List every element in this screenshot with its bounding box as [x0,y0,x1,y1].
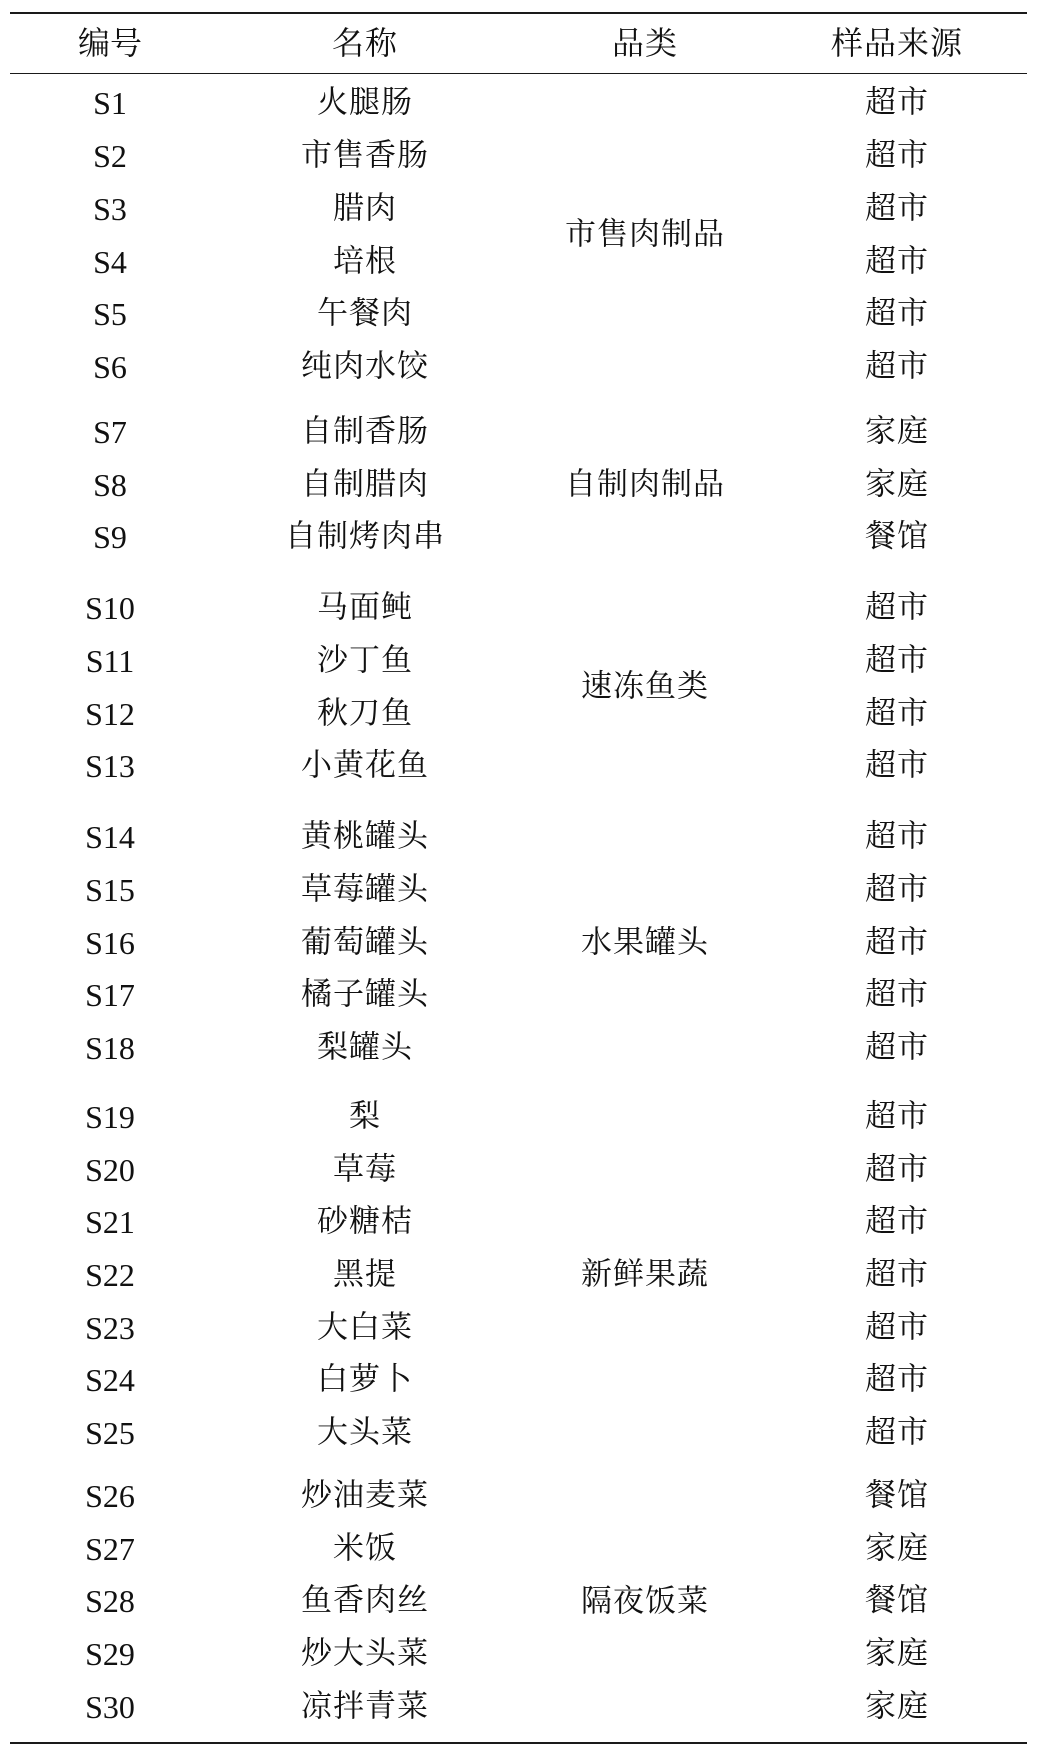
row-id: S8 [93,467,127,503]
row-id: S3 [93,191,127,227]
row-source: 家庭 [865,466,929,503]
row-name: 黑提 [333,1256,397,1293]
row-id: S18 [85,1030,135,1066]
row-name: 市售香肠 [301,137,429,174]
row-source: 餐馆 [865,518,929,555]
row-source: 超市 [865,871,929,908]
header-id: 编号 [77,25,143,61]
row-name: 自制腊肉 [301,466,429,503]
row-name: 炒油麦菜 [301,1477,429,1514]
row-id: S6 [93,349,127,385]
row-name: 梨罐头 [317,1029,413,1066]
header-source: 样品来源 [830,24,964,62]
row-source: 超市 [865,1256,929,1293]
row-source: 超市 [865,976,929,1013]
row-source: 超市 [865,84,929,121]
row-source: 超市 [865,1203,929,1240]
row-name: 凉拌青菜 [301,1688,429,1725]
row-source: 超市 [865,747,929,784]
row-id: S10 [85,590,135,626]
row-name: 梨 [349,1098,381,1135]
row-id: S21 [85,1204,135,1240]
row-name: 橘子罐头 [301,976,429,1013]
row-id: S1 [93,85,127,121]
row-name: 沙丁鱼 [317,642,413,679]
row-source: 超市 [865,348,929,385]
row-id: S26 [85,1478,135,1514]
row-name: 自制香肠 [301,413,429,450]
row-source: 家庭 [865,1635,929,1672]
row-id: S5 [93,296,127,332]
row-source: 超市 [865,1414,929,1451]
row-source: 超市 [865,190,929,227]
row-source: 超市 [865,1361,929,1398]
row-name: 火腿肠 [317,84,413,121]
row-id: S19 [85,1099,135,1135]
row-name: 砂糖桔 [317,1203,413,1240]
table-bottom-rule [10,1742,1027,1744]
category-cell: 隔夜饭菜 [581,1583,709,1619]
row-id: S17 [85,977,135,1013]
row-id: S27 [85,1531,135,1567]
row-name: 腊肉 [333,190,397,227]
row-source: 超市 [865,243,929,280]
row-name: 大白菜 [317,1309,413,1346]
row-id: S15 [85,872,135,908]
row-name: 大头菜 [317,1414,413,1451]
header-category: 品类 [611,24,679,62]
row-id: S2 [93,138,127,174]
table-header-rule [10,73,1027,74]
row-id: S12 [85,696,135,732]
row-id: S14 [85,819,135,855]
row-name: 米饭 [333,1530,397,1567]
row-name: 午餐肉 [317,295,413,332]
row-source: 超市 [865,924,929,961]
row-source: 超市 [865,642,929,679]
row-id: S4 [93,244,127,280]
row-source: 超市 [865,695,929,732]
row-id: S20 [85,1152,135,1188]
row-name: 鱼香肉丝 [301,1582,429,1619]
header-name: 名称 [331,24,399,62]
row-source: 家庭 [865,1530,929,1567]
row-name: 纯肉水饺 [301,348,429,385]
row-name: 马面鲀 [317,589,413,626]
row-id: S9 [93,519,127,555]
row-source: 超市 [865,295,929,332]
row-id: S28 [85,1583,135,1619]
row-name: 白萝卜 [317,1361,413,1398]
row-id: S24 [85,1362,135,1398]
category-cell: 水果罐头 [581,924,709,960]
row-source: 超市 [865,1151,929,1188]
category-cell: 速冻鱼类 [581,668,709,705]
row-name: 小黄花鱼 [301,747,429,784]
row-name: 炒大头菜 [301,1635,429,1672]
category-cell: 市售肉制品 [565,216,725,253]
row-source: 超市 [865,589,929,626]
row-id: S11 [85,643,135,679]
row-source: 超市 [865,818,929,855]
row-source: 家庭 [865,413,929,450]
row-name: 黄桃罐头 [301,818,429,855]
row-name: 自制烤肉串 [285,518,445,555]
row-id: S22 [85,1257,135,1293]
row-id: S7 [93,414,127,450]
category-cell: 新鲜果蔬 [581,1256,709,1293]
row-id: S13 [85,748,135,784]
row-source: 餐馆 [865,1477,929,1514]
row-id: S29 [85,1636,135,1672]
row-source: 超市 [865,1098,929,1135]
row-source: 超市 [865,1029,929,1066]
table-top-rule [10,12,1027,14]
row-name: 草莓罐头 [301,871,429,908]
row-source: 超市 [865,1309,929,1346]
row-id: S23 [85,1310,135,1346]
row-name: 培根 [333,243,397,280]
row-source: 家庭 [865,1688,929,1725]
row-source: 餐馆 [865,1582,929,1619]
row-source: 超市 [865,137,929,174]
category-cell: 自制肉制品 [565,466,725,502]
row-id: S30 [85,1689,135,1725]
row-name: 草莓 [333,1151,397,1188]
row-id: S16 [85,925,135,961]
row-id: S25 [85,1415,135,1451]
row-name: 秋刀鱼 [317,695,413,732]
row-name: 葡萄罐头 [301,924,429,961]
